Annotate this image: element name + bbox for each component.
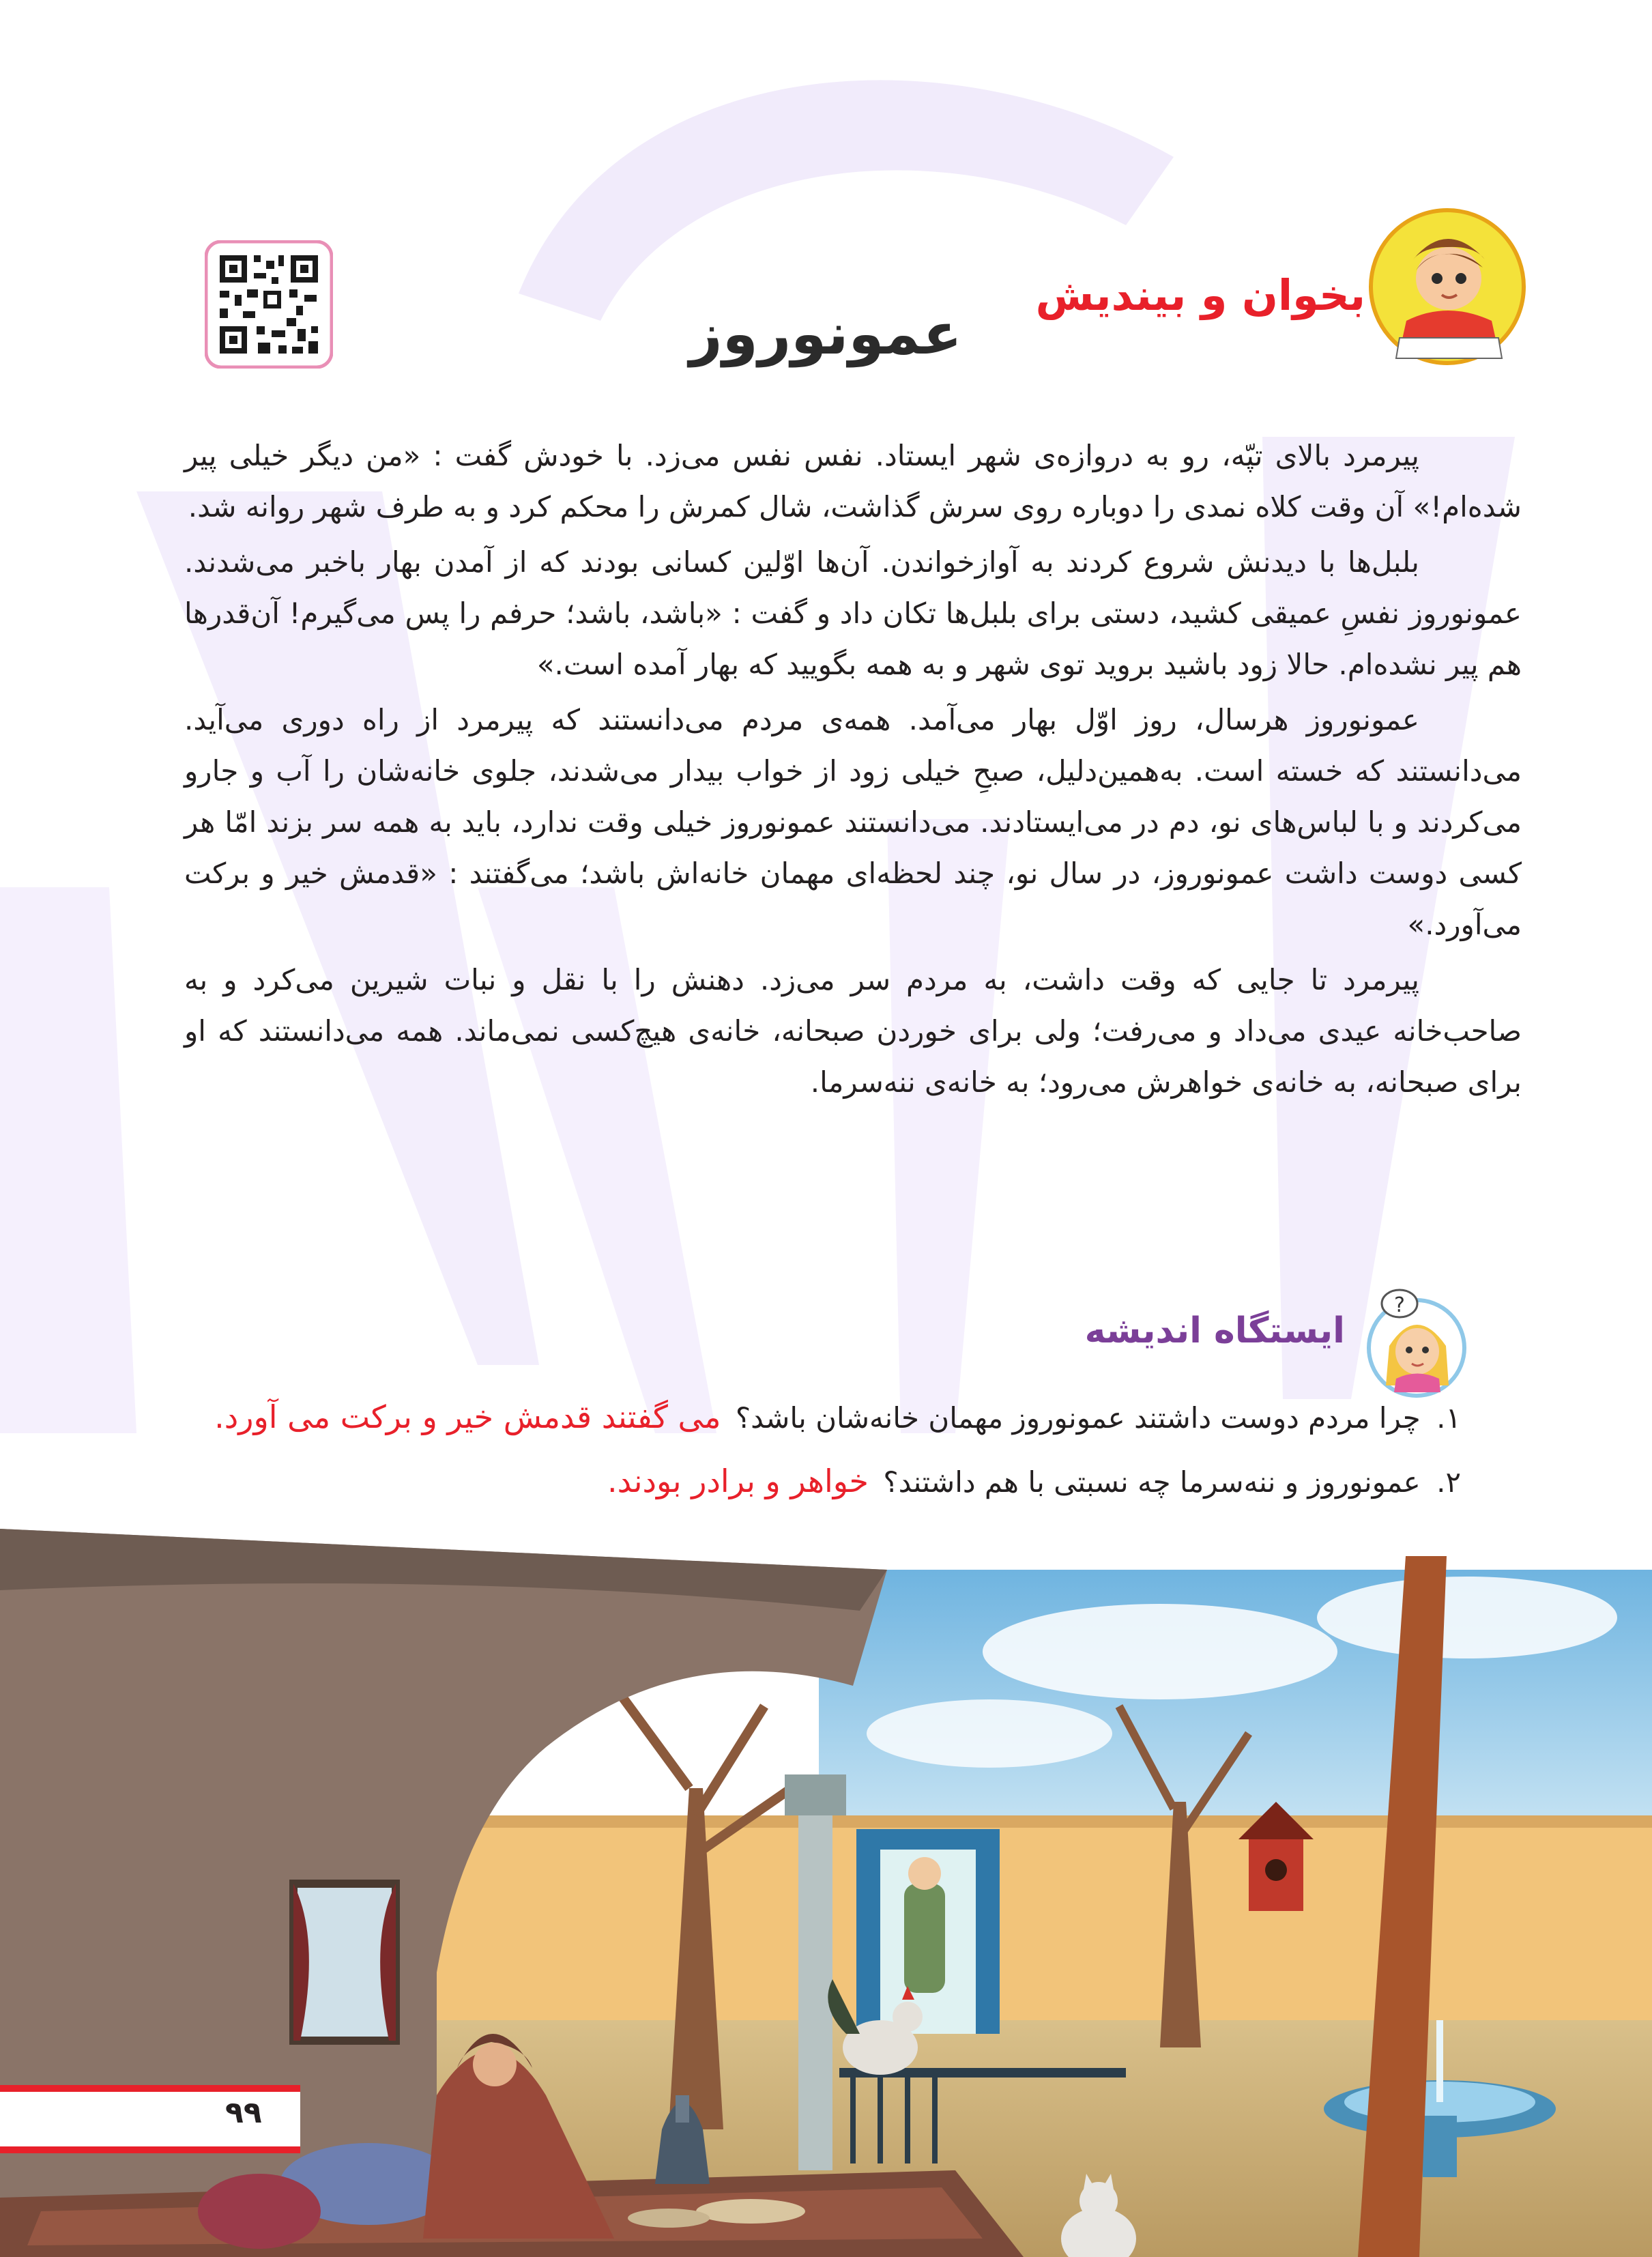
story-title: عمونوروز (689, 300, 962, 367)
question-text: عمونوروز و ننه‌سرما چه نسبتی با هم داشتند؟ (883, 1465, 1421, 1499)
section-label: بخوان و بیندیش (1035, 270, 1365, 320)
answer-text: خواهر و برادر بودند. (607, 1463, 869, 1499)
thinking-station-title: ایستگاه اندیشه (1084, 1310, 1345, 1351)
story-paragraph: بلبل‌ها با دیدنش شروع کردند به آوازخواندن. آن‌ها اوّلین کسانی بودند که از آمدن بهار باخبر می‌شدند. عمونوروز نفسِ عمیقی کشید، دستی برای بلبل‌ها تکان داد و گفت : «باشد، باشد؛ حرفم را پس می‌گیرم! آن‌قدرها هم پیر نشده‌ام. حالا زود باشید بروید توی شهر و به همه بگویید که بهار آمده است.» (184, 545, 1522, 681)
questions-list (96, 1392, 1461, 1521)
story-paragraph: پیرمرد بالای تپّه، رو به دروازه‌ی شهر ایستاد. نفس نفس می‌زد. با خودش گفت : «من دیگر خیلی پیر شده‌ام!» آن وقت کلاه نمدی را دوباره روی سرش گذاشت، شال کمرش را محکم کرد و به طرف شهر روانه شد. (184, 439, 1522, 523)
girl-thinking-avatar (1359, 1283, 1475, 1399)
boy-reading-avatar (1365, 205, 1529, 369)
story-text (184, 430, 1522, 1112)
page-number: ۹۹ (225, 2095, 262, 2130)
question-item (96, 1392, 1461, 1443)
story-paragraph: عمونوروز هرسال، روز اوّل بهار می‌آمد. همه‌ی مردم می‌دانستند که پیرمرد از راه دوری می‌آید. می‌دانستند که خسته است. به‌همین‌دلیل، صبحِ خیلی زود از خواب بیدار می‌شدند، جلوی خانه‌شان را آب و جارو می‌کردند و با لباس‌های نو، دم در می‌ایستادند. می‌دانستند عمونوروز خیلی وقت ندارد، باید به همه سر بزند امّا هر کسی دوست داشت عمونوروز، در سال نو، چند لحظه‌ای مهمان خانه‌اش باشد؛ می‌گفتند : «قدمش خیر و برکت می‌آورد.» (184, 703, 1522, 941)
question-number: ۲. (1436, 1465, 1461, 1499)
story-paragraph: پیرمرد تا جایی که وقت داشت، به مردم سر می‌زد. دهنش را با نقل و نبات شیرین می‌کرد و به صاحب‌خانه عیدی می‌داد و می‌رفت؛ ولی برای خوردن صبحانه، خانه‌ی هیچ‌کسی نمی‌ماند. همه می‌دانستند که او برای صبحانه، به خانه‌ی خواهرش می‌رود؛ به خانه‌ی ننه‌سرما. (184, 963, 1522, 1099)
svg-text:?: ? (1394, 1293, 1405, 1317)
qr-code-icon[interactable] (205, 240, 333, 369)
question-item (96, 1456, 1461, 1507)
question-number: ۱. (1436, 1401, 1461, 1435)
answer-text: می گفتند قدمش خیر و برکت می آورد. (214, 1398, 721, 1435)
question-text: چرا مردم دوست داشتند عمونوروز مهمان خانه‌شان باشد؟ (735, 1401, 1421, 1435)
